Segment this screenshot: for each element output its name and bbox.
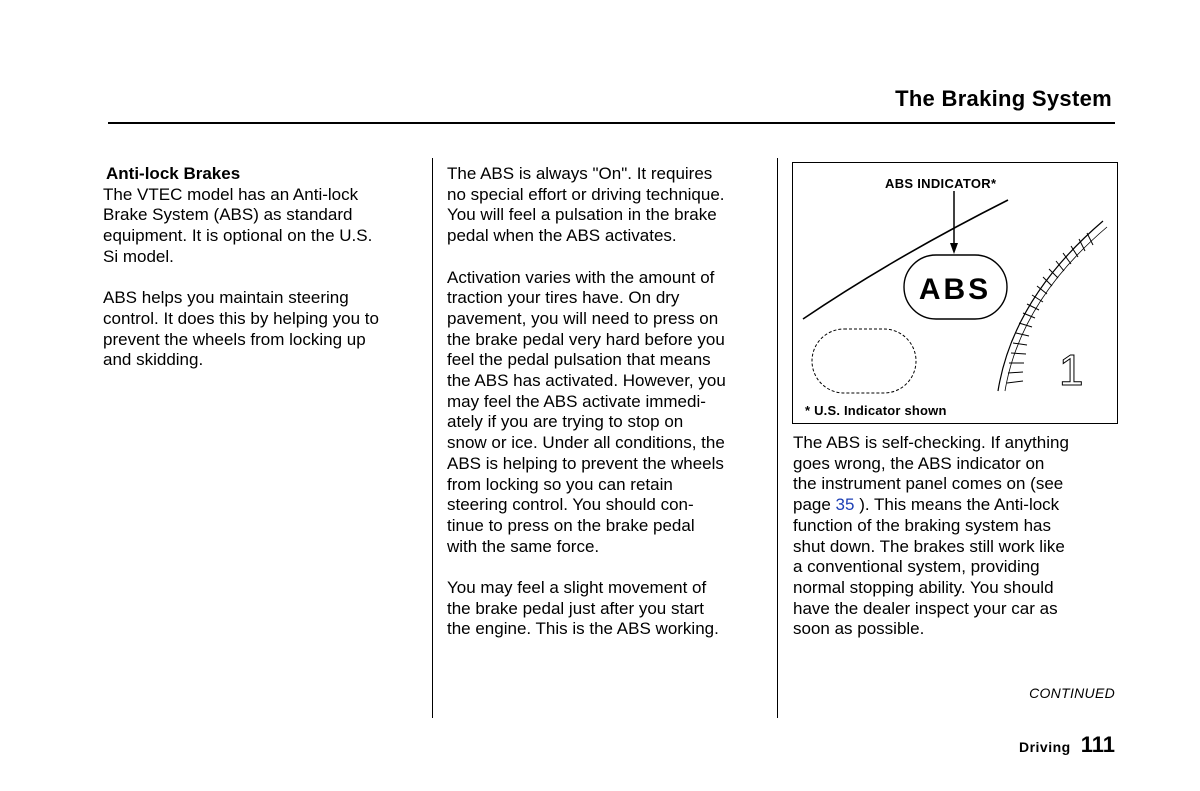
page-number: 111 [1080, 732, 1115, 757]
paragraph: The ABS is always "On". It requires no special effort or driving technique. You will feel a pulsation in the brake pedal when the ABS activates. [447, 164, 725, 246]
section-subheading: Anti-lock Brakes [106, 164, 241, 183]
gauge-numeral: 1 [1059, 346, 1084, 395]
paragraph [793, 433, 1118, 640]
instrument-panel-illustration [793, 163, 1119, 425]
column-divider [432, 158, 433, 718]
gauge-arc-inner [1005, 227, 1107, 391]
page-title: The Braking System [895, 86, 1112, 111]
paragraph: The VTEC model has an Anti-lock Brake System (ABS) as standard equipment. It is optional on the U.S. Si model. [103, 184, 373, 266]
paragraph: Activation varies with the amount of traction your tires have. On dry pavement, you will need to press on the brake pedal very hard before you feel the pedal pulsation that means the ABS has activated. However, you may feel the ABS activate immedi- ately if you are trying to stop on snow or ice. Under all conditions, the ABS is helping to prevent the wheels from locking so you can retain steering control. You should con- tinue to press on the brake pedal with the same force. [447, 267, 726, 556]
figure-footnote: * U.S. Indicator shown [805, 403, 947, 418]
page-reference-link[interactable]: 35 [835, 495, 855, 515]
pointer-arrowhead [950, 243, 958, 254]
page-footer [1019, 732, 1115, 758]
paragraph-text: The ABS is self-checking. If anything goes wrong, the ABS indicator on the instrument panel comes on (see page [793, 433, 1069, 515]
footer-section: Driving [1018, 739, 1071, 755]
blank-indicator-lamp [812, 329, 916, 393]
column-1 [103, 164, 428, 392]
column-divider [777, 158, 778, 718]
paragraph: You may feel a slight movement of the brake pedal just after you start the engine. This is the ABS working. [447, 578, 719, 639]
abs-indicator-text: ABS [918, 273, 992, 306]
figure-label: ABS INDICATOR* [885, 176, 997, 191]
paragraph-text: ). This means the Anti-lock function of the braking system has shut down. The brakes still work like a conventional system, providing normal stopping ability. You should have the dealer inspect your car as soon as possible. [793, 495, 1065, 639]
column-3 [793, 433, 1118, 661]
column-2 [447, 164, 772, 661]
paragraph: ABS helps you maintain steering control. It does this by helping you to prevent the wheels from locking up and skidding. [103, 288, 379, 370]
header-rule [108, 122, 1115, 124]
gauge-arc-outer [998, 221, 1103, 391]
abs-indicator-figure [792, 162, 1118, 424]
continued-label: CONTINUED [1029, 685, 1115, 701]
